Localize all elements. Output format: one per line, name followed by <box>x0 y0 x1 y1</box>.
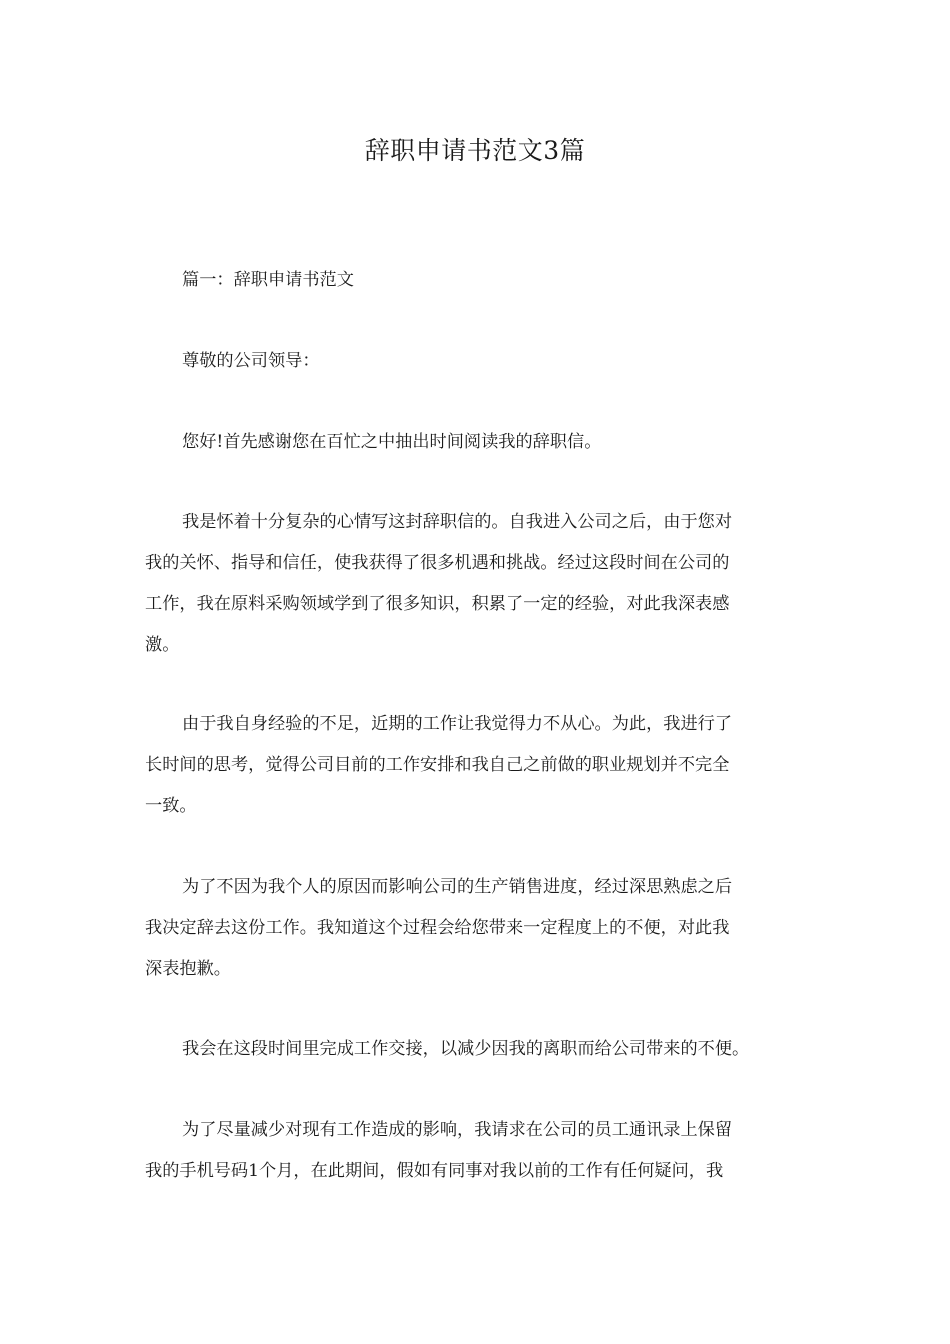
salutation <box>145 341 805 382</box>
paragraph-3 <box>145 867 805 990</box>
section-heading <box>145 260 805 301</box>
section-heading-text: 篇一：辞职申请书范文 <box>182 270 354 290</box>
paragraph-line: 我决定辞去这份工作。我知道这个过程会给您带来一定程度上的不便，对此我 <box>145 918 730 938</box>
paragraph-5 <box>145 1110 805 1192</box>
paragraph-line: 一致。 <box>145 796 197 816</box>
paragraph-line: 我的关怀、指导和信任，使我获得了很多机遇和挑战。经过这段时间在公司的 <box>145 553 730 573</box>
paragraph-line: 由于我自身经验的不足，近期的工作让我觉得力不从心。为此，我进行了 <box>182 714 733 734</box>
paragraph-line: 我的手机号码1个月，在此期间，假如有同事对我以前的工作有任何疑问，我 <box>145 1161 724 1181</box>
paragraph-line: 长时间的思考，觉得公司目前的工作安排和我自己之前做的职业规划并不完全 <box>145 755 730 775</box>
paragraph-2 <box>145 704 805 827</box>
salutation-text: 尊敬的公司领导： <box>182 351 320 371</box>
paragraph-line: 为了不因为我个人的原因而影响公司的生产销售进度，经过深思熟虑之后 <box>182 877 733 897</box>
paragraph-line: 为了尽量减少对现有工作造成的影响，我请求在公司的员工通讯录上保留 <box>182 1120 733 1140</box>
greeting-text: 您好!首先感谢您在百忙之中抽出时间阅读我的辞职信。 <box>182 432 602 452</box>
paragraph-line: 工作，我在原料采购领域学到了很多知识，积累了一定的经验，对此我深表感 <box>145 594 730 614</box>
paragraph-4 <box>145 1029 805 1070</box>
paragraph-line: 激。 <box>145 635 180 655</box>
paragraph-line: 我是怀着十分复杂的心情写这封辞职信的。自我进入公司之后，由于您对 <box>182 512 733 532</box>
paragraph-1 <box>145 502 805 666</box>
greeting <box>145 422 805 463</box>
document-title: 辞职申请书范文3篇 <box>364 136 586 165</box>
paragraph-line: 我会在这段时间里完成工作交接，以减少因我的离职而给公司带来的不便。 <box>182 1039 750 1059</box>
paragraph-line: 深表抱歉。 <box>145 959 231 979</box>
